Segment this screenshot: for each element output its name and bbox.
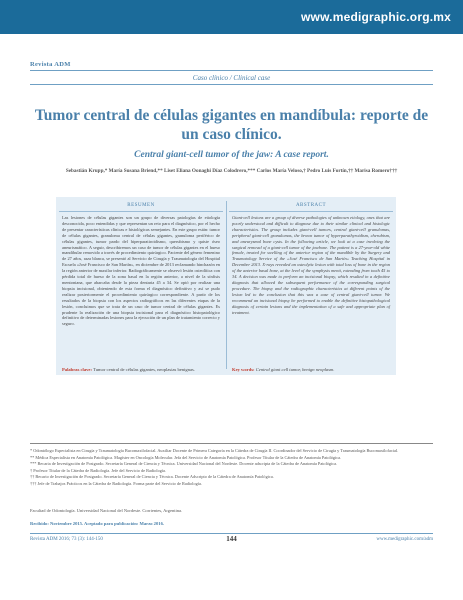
journal-citation: Revista ADM 2016; 73 (3): 144-150 [30, 537, 103, 542]
affiliation: Facultad de Odontología. Universidad Nacional del Nordeste. Corrientes, Argentina. [30, 508, 183, 513]
article-title: Tumor central de células gigantes en mandíbula: reporte de un caso clínico. [34, 107, 429, 143]
medigraphic-banner [0, 0, 463, 34]
article-subtitle: Central giant-cell tumor of the jaw: A case report. [134, 150, 329, 160]
key-words [232, 367, 334, 372]
column-divider [226, 201, 227, 369]
site-url[interactable]: www.medigraphic.org.mx [301, 10, 451, 24]
key-words-label: Key words: [232, 367, 255, 372]
abstract-heading: ABSTRACT [229, 203, 393, 212]
section-rule-top [30, 70, 433, 71]
footnote: *** Becaria de Investigación de Postgrado. Secretaría General de Ciencia y Técnica. Universidad Nacional del Nordeste. Docente adscripta de la Cátedra de Anatomía Patológica. [30, 461, 338, 466]
abstract-text: Giant-cell lesions are a group of diverse pathologies of unknown etiology, ones that are poorly understood and difficult to diagnose due to their similar clinical and histologic characteristics. The group includes giant-cell tumors, central giant-cell granulomas, peripheral giant-cell granulomas, the brown tumor of hyperparathyroidism, cherubism, and aneurysmal bone cysts. In the following article, we look at a case involving the surgical removal of a giant-cell tumor of the jawbone. The patient is a 27-year-old white female, treated for swelling of the anterior region of the mandible by the Surgery and Traumatology Service of the «José Francisco de San Martín» Teaching Hospital in December 2013. X-rays revealed an osteolytic lesion with total loss of bone in the region of the anterior basal bone, at the level of the symphysis menti, extending from tooth 45 to 34. A decision was made to perform an incisional biopsy, which resulted in a definitive diagnosis that allowed the subsequent performance of the corresponding surgical procedure. The biopsy and the radiographic characteristics at different points of the lesion led to the conclusion that this was a case of central giant-cell tumor. We recommend an incisional biopsy be performed to enable the definitive histopathological diagnosis of certain lesions and the implementation of a safe and appropriate plan of treatment. [232, 215, 390, 315]
abstract-spanish [59, 197, 223, 364]
author-list: Sebastián Krupp,* María Susana Briend,** Liset Eliana Oonaghi Díaz Colodrero,*** Carlos María Veloso,† Pedro Luis Fortín,†† Marisa Romero††† [65, 168, 398, 174]
palabras-clave-text: Tumor central de células gigantes, neoplasias benignas. [93, 367, 195, 372]
section-rule-bottom [30, 84, 433, 85]
footnote: ††† Jefe de Trabajos Prácticos en la Cátedra de Radiología. Forma parte del Servicio de Radiología. [30, 480, 202, 486]
resumen-heading: RESUMEN [59, 203, 223, 212]
footnote: ** Médica Especialista en Anatomía Patológica. Magíster en Oncología Molecular. Jefa del Servicio de Anatomía Patológica. Profesor Titular de la Cátedra de Anatomía Patológica. [30, 454, 342, 460]
palabras-clave-label: Palabras clave: [62, 367, 92, 372]
received-dates: Recibido: Noviembre 2015. Aceptado para publicación: Marzo 2016. [30, 521, 165, 526]
journal-site[interactable]: www.medigraphic.com/adm [376, 537, 433, 542]
key-words-text: Central giant cell tumor, benign neoplasm. [255, 367, 335, 372]
article-section: Caso clínico / Clinical case [192, 74, 271, 82]
journal-name: Revista ADM [30, 61, 71, 68]
footnote: * Odontólogo Especialista en Cirugía y Traumatología Bucomaxilofacial. Auxiliar Docente de Primera Categoría en la Cátedra de Cirugía II. Coordinador del Servicio de Cirugía y Traumatología Bucomaxilofacial. [30, 448, 399, 453]
page-number: 144 [226, 535, 237, 543]
abstract-box [56, 197, 396, 375]
footnote: †† Becario de Investigación de Postgrado. Secretaría General de Ciencia y Técnica. Docente Adscripto de la Cátedra de Anatomía Patológica. [30, 474, 274, 479]
palabras-clave [62, 367, 195, 372]
footnote: † Profesor Titular de la Cátedra de Radiología. Jefe del Servicio de Radiología. [30, 467, 167, 473]
resumen-text: Las lesiones de células gigantes son un grupo de diversas patologías de etiología desconocida, poco entendidas y que representan un reto para el diagnóstico, por el hecho de presentar características clínicas e histológicas semejantes. En este grupo están: tumor de células gigantes, granuloma central de células gigantes, granuloma periférico de células gigantes, tumor pardo del hiperparatiroidismo, querubismo y quiste óseo aneurismático. A seguir, describiremos un caso de tumor de células gigantes en el hueso mandibular removido a través de procedimiento quirúrgico. Paciente del género femenino de 27 años, raza blanca, se presentó al Servicio de Cirugía y Traumatología del Hospital Escuela «José Francisco de San Martín», en diciembre de 2013 reclamando hinchazón en la región anterior de maxilar inferior. Radiográficamente se observó lesión osteolítica con pérdida total de hueso de la zona basal en la región anterior, a nivel de la sínfisis mentoniana, que abarcaba desde la pieza dentaria 45 a 34. Se optó por realizar una biopsia incisional, obteniendo de esta forma el diagnóstico definitivo y así se pudo realizar posteriormente el procedimiento quirúrgico correspondiente. A partir de los resultados de la biopsia con los aspectos radiográficos en las diferentes etapas de la lesión, concluimos que se trata de un caso de tumor central de células gigantes. Es prudente la realización de una biopsia incisional para el diagnóstico histopatológico definitivo de determinadas lesiones para la ejecución de un plan de tratamiento correcto y seguro. [62, 215, 220, 327]
abstract-english [229, 197, 393, 364]
page-footer [30, 533, 433, 543]
author-footnotes [30, 443, 433, 487]
